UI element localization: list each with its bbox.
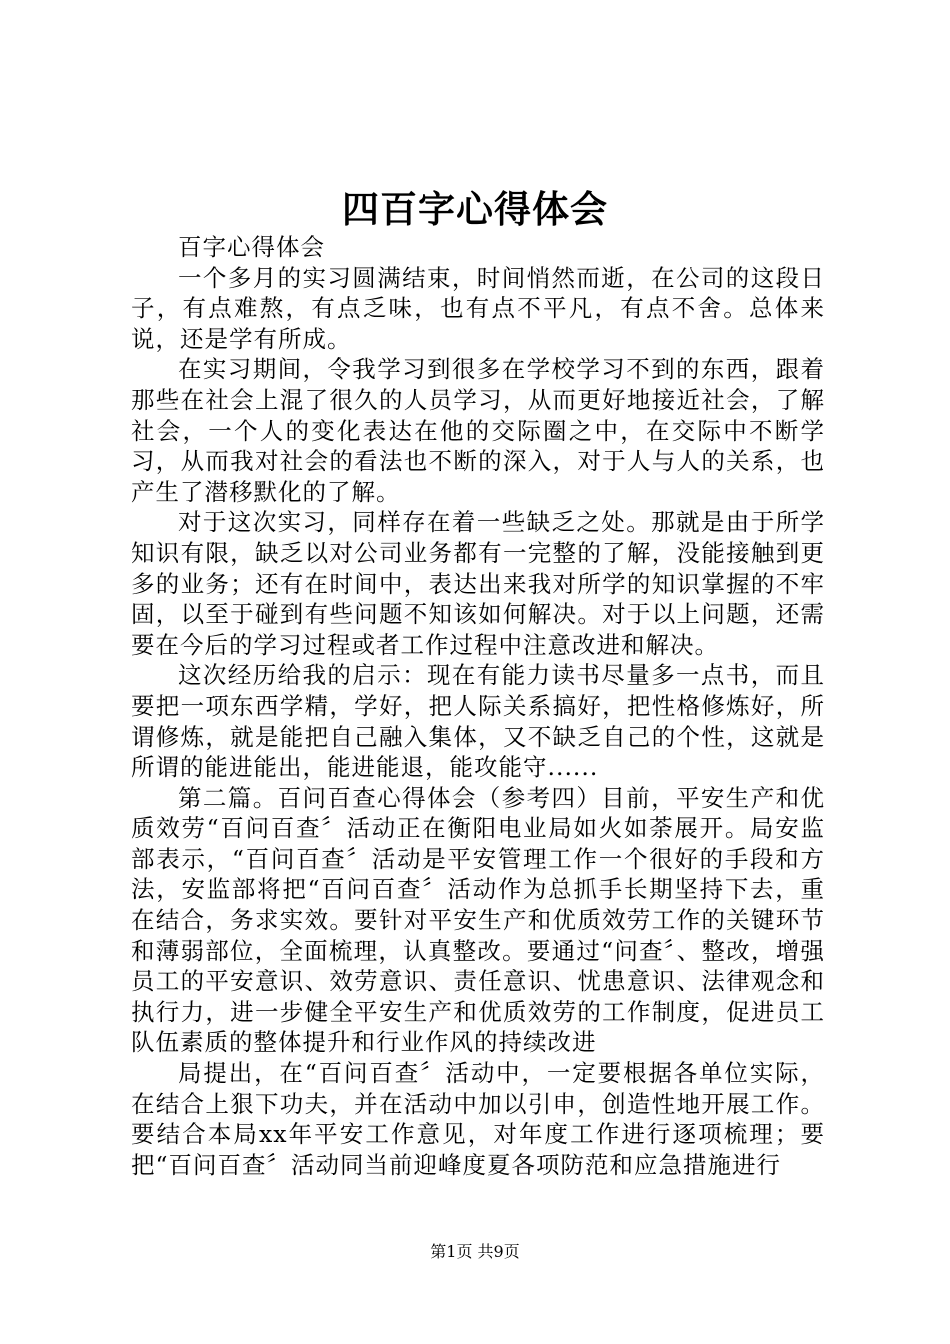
paragraph: 百字心得体会 — [178, 233, 325, 261]
document-title: 四百字心得体会 — [342, 188, 608, 231]
paragraph: 这次经历给我的启示：现在有能力读书尽量多一点书，而且要把一项东西学精，学好，把人际关系搞好，把性格修炼好，所谓修炼，就是能把自己融入集体，又不缺乏自己的个性，这就是所谓的能进能出，能进能退，能攻能守...... — [131, 661, 825, 782]
paragraph: 第二篇。百问百查心得体会（参考四）目前，平安生产和优质效劳“百问百查〞活动正在衡阳电业局如火如荼展开。局安监部表示，“百问百查〞活动是平安管理工作一个很好的手段和方法，安监部将把“百问百查〞活动作为总抓手长期坚持下去，重在结合，务求实效。要针对平安生产和优质效劳工作的关键环节和薄弱部位，全面梳理，认真整改。要通过“问查〞、整改，增强员工的平安意识、效劳意识、责任意识、忧患意识、法律观念和执行力，进一步健全平安生产和优质效劳的工作制度，促进员工队伍素质的整体提升和行业作风的持续改进 — [131, 783, 825, 1057]
paragraph: 对于这次实习，同样存在着一些缺乏之处。那就是由于所学知识有限，缺乏以对公司业务都有一完整的了解，没能接触到更多的业务；还有在时间中，表达出来我对所学的知识掌握的不牢固，以至于碰到有些问题不知该如何解决。对于以上问题，还需要在今后的学习过程或者工作过程中注意改进和解决。 — [131, 508, 825, 659]
paragraph: 一个多月的实习圆满结束，时间悄然而逝，在公司的这段日子，有点难熬，有点乏味，也有点不平凡，有点不舍。总体来说，还是学有所成。 — [131, 263, 825, 353]
paragraph: 局提出，在“百问百查〞活动中，一定要根据各单位实际，在结合上狠下功夫，并在活动中加以引申，创造性地开展工作。要结合本局xx年平安工作意见，对年度工作进行逐项梳理；要把“百问百查〞活动同当前迎峰度夏各项防范和应急措施进行 — [131, 1059, 825, 1179]
page-number-footer: 第1页 共9页 — [430, 1242, 520, 1261]
document-body — [131, 232, 825, 1180]
paragraph: 在实习期间，令我学习到很多在学校学习不到的东西，跟着那些在社会上混了很久的人员学习，从而更好地接近社会，了解社会，一个人的变化表达在他的交际圈之中，在交际中不断学习，从而我对社会的看法也不断的深入，对于人与人的关系，也产生了潜移默化的了解。 — [131, 355, 825, 506]
